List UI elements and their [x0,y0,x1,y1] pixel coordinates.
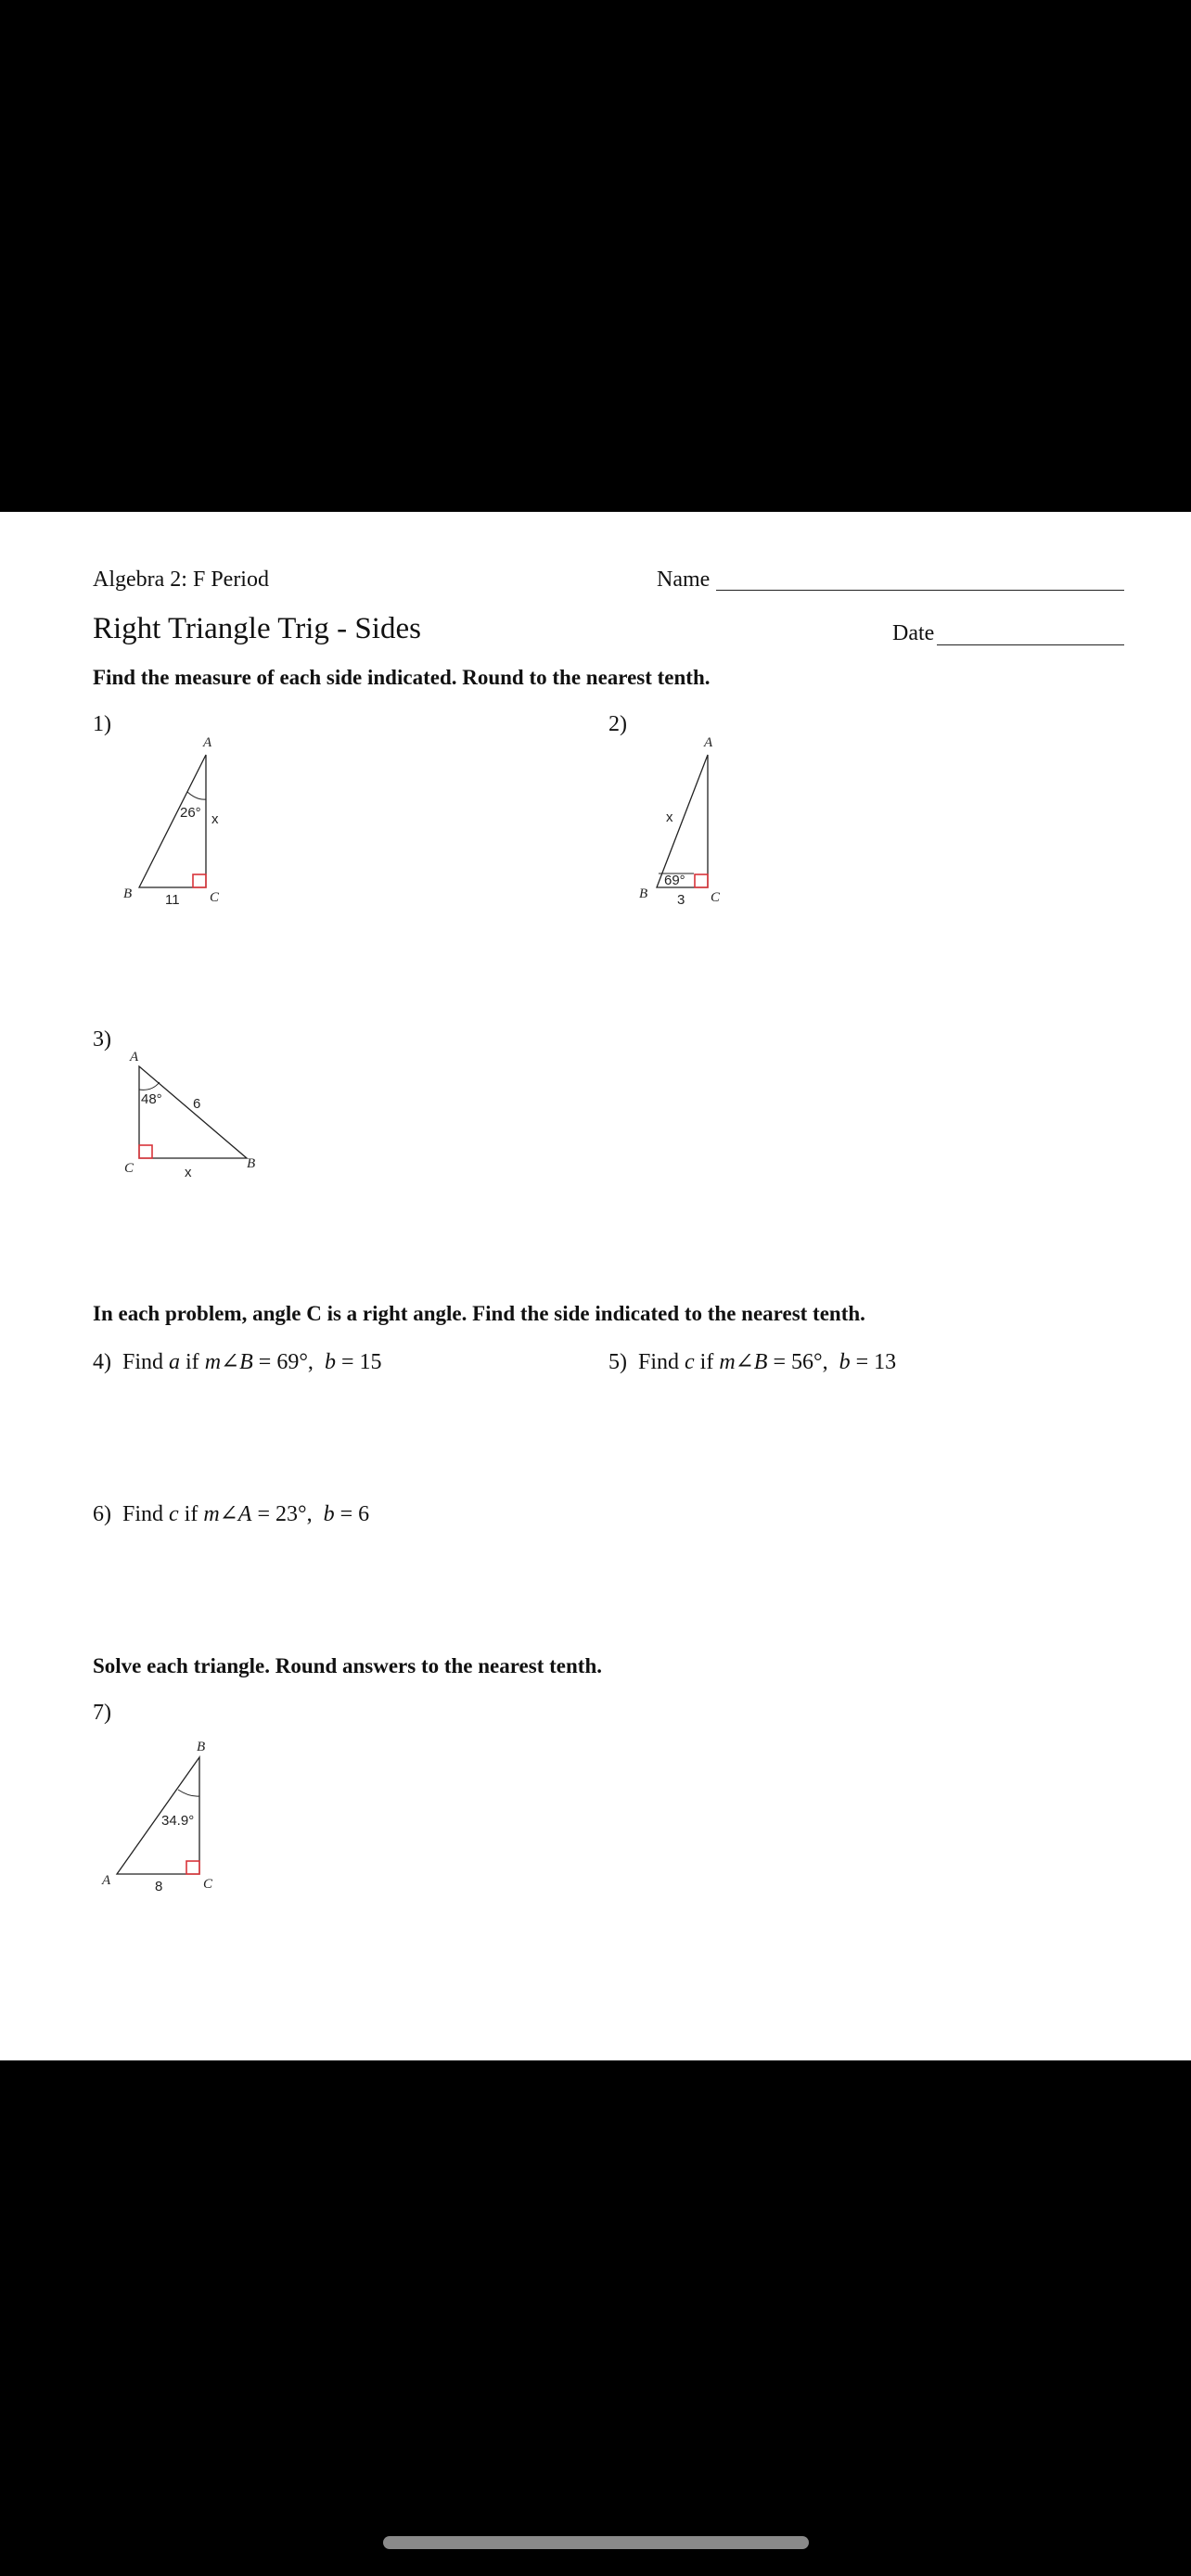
unknown-side-label: x [666,810,673,825]
variable: c [169,1502,179,1526]
section1-instruction: Find the measure of each side indicated. Round to the nearest tenth. [93,666,711,689]
vertex-label: C [203,1877,213,1892]
side-value: = 13 [855,1350,897,1374]
find-word: Find [638,1350,680,1374]
vertex-label: B [247,1156,256,1171]
angle-expression: m∠B [204,1350,253,1374]
vertex-label: A [102,1873,111,1888]
if-word: if [184,1502,198,1526]
angle-value: = 23°, [257,1502,313,1526]
problem-number: 6) [93,1502,111,1526]
variable: c [685,1350,695,1374]
given-side-label: 8 [155,1879,163,1894]
vertex-label: C [210,890,220,905]
angle-label: 26° [180,805,201,821]
vertex-label: C [124,1161,134,1176]
problem-1-number: 1) [93,712,111,736]
angle-label: 34.9° [161,1813,195,1829]
date-label: Date [892,621,935,645]
vertex-label: A [704,735,713,750]
home-indicator[interactable] [383,2536,809,2549]
worksheet-page [0,512,1191,2060]
course-label: Algebra 2: F Period [93,567,269,592]
vertex-label: B [197,1740,206,1754]
section2-instruction: In each problem, angle C is a right angle. Find the side indicated to the nearest tenth. [93,1302,865,1325]
problem-number: 5) [608,1350,627,1374]
if-word: if [699,1350,714,1374]
problem-7-triangle [0,512,1191,2060]
side-variable: b [323,1502,335,1526]
vertex-label: B [123,886,133,901]
angle-expression: m∠A [203,1502,252,1526]
side-variable: b [324,1350,336,1374]
variable: a [169,1350,181,1374]
unknown-side-label: x [185,1165,192,1180]
right-angle-marker [186,1861,199,1874]
find-word: Find [122,1502,164,1526]
vertex-label: A [203,735,212,750]
given-side-label: 3 [677,892,685,908]
angle-value: = 56°, [773,1350,828,1374]
if-word: if [186,1350,199,1374]
angle-label: 69° [664,873,685,888]
vertex-label: A [130,1050,139,1065]
name-label: Name [657,567,711,592]
angle-label: 48° [141,1091,162,1107]
unknown-side-label: x [211,811,219,827]
find-word: Find [122,1350,164,1374]
given-side-label: 6 [193,1096,201,1112]
angle-expression: m∠B [719,1350,768,1374]
side-value: = 6 [339,1502,370,1526]
problem-7-number: 7) [93,1701,111,1725]
vertex-label: C [711,890,721,905]
angle-value: = 69°, [258,1350,314,1374]
problem-number: 4) [93,1350,111,1374]
vertex-label: B [639,886,648,901]
section3-instruction: Solve each triangle. Round answers to the nearest tenth. [93,1654,602,1677]
worksheet-title: Right Triangle Trig - Sides [93,612,421,645]
problem-2-number: 2) [608,712,627,736]
given-side-label: 11 [165,892,180,908]
side-variable: b [839,1350,851,1374]
problem-3-number: 3) [93,1027,111,1052]
side-value: = 15 [340,1350,382,1374]
